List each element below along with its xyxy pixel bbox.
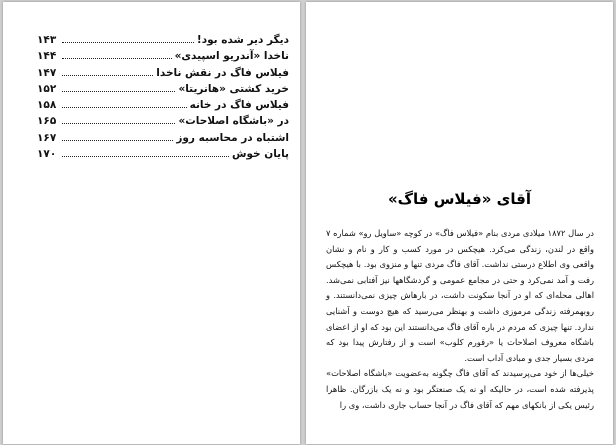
left-page <box>3 2 300 444</box>
body-paragraph: خیلی‌ها از خود می‌پرسیدند که آقای فاگ چگونه به‌عضویت «باشگاه اصلاحات» پذیرفته شده است، در حالیکه او نه یک صنعتگر بود و نه یک بازرگان. ظاهرا رئیس یکی از بانکهای مهم که آقای فاگ در آنجا حساب جاری داشت، وی را <box>326 368 594 410</box>
toc-entry-page: ۱۵۸ <box>37 99 57 112</box>
toc-entry-page: ۱۴۳ <box>37 34 57 46</box>
chapter-body <box>326 226 594 413</box>
toc-entry-title: ناخدا «آندریو اسپیدی» <box>174 50 289 63</box>
toc-entry-title: پایان خوش <box>231 148 289 161</box>
toc-entry <box>37 97 289 113</box>
toc-entry-page: ۱۴۷ <box>37 66 57 79</box>
toc-leader-dots <box>62 114 175 124</box>
toc-entry-title: در «باشگاه اصلاحات» <box>178 115 289 128</box>
toc-entry <box>37 146 289 162</box>
toc-leader-dots <box>62 49 172 59</box>
toc-entry-page: ۱۶۵ <box>37 115 57 128</box>
toc-entry-title: فیلاس فاگ در نقش ناخدا <box>156 66 289 79</box>
toc-leader-dots <box>62 98 187 108</box>
toc-entry <box>37 130 289 146</box>
toc-entry-page: ۱۶۷ <box>37 131 57 144</box>
toc-leader-dots <box>62 66 153 76</box>
toc-leader-dots <box>62 131 173 141</box>
body-paragraph: در سال ۱۸۷۲ میلادی مردی بنام «فیلاس فاگ» در کوچه «ساویل رو» شماره ۷ واقع در لندن، زندگی می‌کرد. هیچکس در مورد کسب و کار و نام و نشان واقعی وی اطلاع درستی نداشت. آقای فاگ مردی تنها و منزوی بود. با هیچکس رفت و آمد نمی‌کرد و حتی در مجامع عمومی و گردشگاهها نیز آفتابی نمی‌شد. اهالی محله‌ای که او در آنجا سکونت داشت، در بارهاش چیزی نمی‌دانستند. و روبهمرفته زندگی مرموزی داشت و بهنظر می‌رسید که هیچ دوست و آشنایی ندارد. تنها چیزی که مردم در باره آقای فاگ می‌دانستند این بود که او از اعضای باشگاه معروف اصلاحات یا «رفورم کلوب» است و از رفتارش پیدا بود که مردی بسیار جدی و مبادی آداب است. <box>326 228 595 363</box>
toc-entry-page: ۱۴۴ <box>37 50 57 63</box>
toc-entry-page: ۱۵۲ <box>37 82 57 95</box>
toc-entry-title: فیلاس فاگ در خانه <box>189 99 289 112</box>
toc-entry <box>37 32 289 48</box>
toc-entry <box>37 81 289 97</box>
toc-entry-title: دیگر دیر شده بود! <box>196 34 289 46</box>
toc-entry <box>37 113 289 129</box>
chapter-title: آقای «فیلاس فاگ» <box>387 190 531 208</box>
toc-entry <box>37 48 289 64</box>
toc-leader-dots <box>62 147 229 157</box>
table-of-contents <box>37 32 289 162</box>
toc-leader-dots <box>62 82 175 92</box>
toc-entry-title: اشتباه در محاسبه روز <box>176 131 289 144</box>
toc-entry <box>37 65 289 81</box>
right-page <box>306 2 613 444</box>
toc-entry-title: خرید کشتی «هانریتا» <box>178 82 289 95</box>
toc-leader-dots <box>62 33 194 43</box>
toc-entry-page: ۱۷۰ <box>37 148 57 161</box>
